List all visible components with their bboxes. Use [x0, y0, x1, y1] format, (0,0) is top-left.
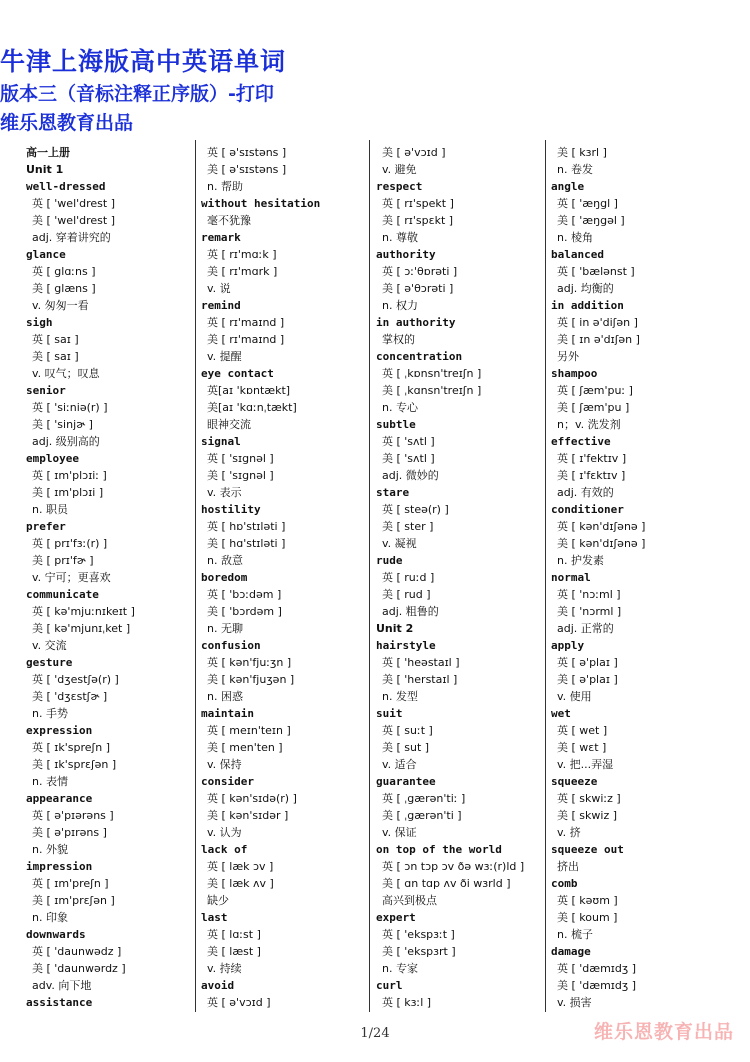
section-heading: Unit 2 — [376, 622, 414, 635]
definition: v. 损害 — [557, 996, 592, 1009]
definition: n. 敌意 — [207, 554, 243, 567]
pronunciation: 美 [ ə'pɪrəns ] — [32, 826, 107, 839]
definition: v. 保持 — [207, 758, 242, 771]
vocab-word: conditioner — [551, 503, 624, 516]
pronunciation: 英 [ 'dʒestʃə(r) ] — [32, 673, 119, 686]
pronunciation: 美 [ ə'sɪstəns ] — [207, 163, 287, 176]
pronunciation: 美 [ 'nɔrml ] — [557, 605, 622, 618]
document-subtitle: 版本三（音标注释正序版）-打印 — [0, 83, 274, 105]
pronunciation: 美 [ hɑ'stɪləti ] — [207, 537, 286, 550]
pronunciation: 英 [ kən'fjuːʒn ] — [207, 656, 292, 669]
vocab-word: wet — [551, 707, 571, 720]
column-divider — [195, 140, 196, 1012]
pronunciation: 美 [ glæns ] — [32, 282, 96, 295]
definition: adj. 有效的 — [557, 486, 614, 499]
pronunciation: 美 [ kə'mjunɪˌket ] — [32, 622, 131, 635]
pronunciation: 英 [ meɪn'teɪn ] — [207, 724, 291, 737]
definition: v. 认为 — [207, 826, 242, 839]
pronunciation: 美 [ ɑn tɑp ʌv ði wɜrld ] — [382, 877, 511, 890]
publisher-line: 维乐恩教育出品 — [0, 112, 134, 134]
pronunciation: 英 [ 'bɔːdəm ] — [207, 588, 282, 601]
pronunciation: 英 [ 'ekspɜːt ] — [382, 928, 455, 941]
column-divider — [369, 140, 370, 1012]
pronunciation: 美 [ ɪk'sprɛʃən ] — [32, 758, 117, 771]
definition: 毫不犹豫 — [207, 214, 251, 227]
vocab-word: well-dressed — [26, 180, 106, 193]
definition: n. 卷发 — [557, 163, 593, 176]
pronunciation: 英 [ 'nɔːml ] — [557, 588, 621, 601]
vocab-word: downwards — [26, 928, 86, 941]
pronunciation: 英 [ lɑːst ] — [207, 928, 261, 941]
vocab-word: apply — [551, 639, 585, 652]
vocab-word: avoid — [201, 979, 235, 992]
document-title: 牛津上海版高中英语单词 — [0, 47, 287, 76]
pronunciation: 英 [ in ə'diʃən ] — [557, 316, 638, 329]
pronunciation: 英 [ ruːd ] — [382, 571, 435, 584]
pronunciation: 美 [ ʃæm'pu ] — [557, 401, 630, 414]
vocab-word: comb — [551, 877, 578, 890]
definition: n. 印象 — [32, 911, 68, 924]
definition: adj. 粗鲁的 — [382, 605, 439, 618]
pronunciation: 英 [ suːt ] — [382, 724, 433, 737]
pronunciation: 美 [ kən'dɪʃənə ] — [557, 537, 646, 550]
vocab-word: confusion — [201, 639, 261, 652]
pronunciation: 美 [ 'wel'drest ] — [32, 214, 116, 227]
pronunciation: 美 [ kən'sɪdər ] — [207, 809, 289, 822]
vocab-word: gesture — [26, 656, 73, 669]
vocab-word: curl — [376, 979, 403, 992]
vocab-word: squeeze out — [551, 843, 624, 856]
pronunciation: 英 [ ə'plaɪ ] — [557, 656, 618, 669]
definition: n. 职员 — [32, 503, 68, 516]
pronunciation: 英 [ ʃæm'puː ] — [557, 384, 633, 397]
vocab-word: shampoo — [551, 367, 598, 380]
vocab-word: in authority — [376, 316, 456, 329]
pronunciation: 英 [ kə'mjuːnɪkeɪt ] — [32, 605, 135, 618]
pronunciation: 英 [ ə'pɪərəns ] — [32, 809, 114, 822]
vocab-word: glance — [26, 248, 66, 261]
definition: n. 权力 — [382, 299, 418, 312]
definition: v. 宁可；更喜欢 — [32, 571, 111, 584]
pronunciation: 美 [ 'dæmɪdʒ ] — [557, 979, 637, 992]
definition: adj. 级别高的 — [32, 435, 100, 448]
pronunciation: 英 [ ɪm'preʃn ] — [32, 877, 109, 890]
vocab-word: senior — [26, 384, 66, 397]
pronunciation: 美 [ læst ] — [207, 945, 261, 958]
vocab-word: consider — [201, 775, 254, 788]
vocab-column-4 — [551, 144, 719, 1011]
pronunciation: 美 [ læk ʌv ] — [207, 877, 274, 890]
pronunciation: 美 [ ɪ'fɛktɪv ] — [557, 469, 626, 482]
vocab-word: employee — [26, 452, 79, 465]
definition: v. 保证 — [382, 826, 417, 839]
definition: n. 无聊 — [207, 622, 243, 635]
pronunciation: 美 [ ə'vɔɪd ] — [382, 146, 446, 159]
pronunciation: 美 [ ə'plaɪ ] — [557, 673, 618, 686]
pronunciation: 英 [ kən'dɪʃənə ] — [557, 520, 646, 533]
vocab-word: hostility — [201, 503, 261, 516]
vocab-word: impression — [26, 860, 93, 873]
vocab-word: without hesitation — [201, 197, 321, 210]
pronunciation: 英 [ steə(r) ] — [382, 503, 449, 516]
vocab-word: last — [201, 911, 228, 924]
pronunciation: 英 [ kɜːl ] — [382, 996, 432, 1009]
pronunciation: 美 [ 'æŋgəl ] — [557, 214, 625, 227]
pronunciation: 美 [ 'sinjɚ ] — [32, 418, 93, 431]
pronunciation: 美 [ kɜrl ] — [557, 146, 607, 159]
pronunciation: 美 [ 'dʒɛstʃɚ ] — [32, 690, 108, 703]
definition: 挤出 — [557, 860, 579, 873]
pronunciation: 英 [ hɒ'stɪləti ] — [207, 520, 286, 533]
pronunciation: 英 [ læk ɔv ] — [207, 860, 274, 873]
vocab-word: respect — [376, 180, 423, 193]
definition: v. 表示 — [207, 486, 242, 499]
pronunciation: 英 [ saɪ ] — [32, 333, 79, 346]
vocab-word: suit — [376, 707, 403, 720]
section-heading: Unit 1 — [26, 163, 64, 176]
vocab-column-1 — [26, 144, 194, 1011]
definition: v. 避免 — [382, 163, 417, 176]
vocab-word: rude — [376, 554, 403, 567]
vocab-word: concentration — [376, 350, 463, 363]
vocab-word: expert — [376, 911, 416, 924]
definition: v. 凝视 — [382, 537, 417, 550]
pronunciation: 美 [ ə'θɔrəti ] — [382, 282, 454, 295]
definition: n. 棱角 — [557, 231, 593, 244]
pronunciation: 英[aɪ 'kɒntækt] — [207, 384, 291, 397]
pronunciation: 英 [ 'heəstaɪl ] — [382, 656, 460, 669]
definition: n. 梳子 — [557, 928, 593, 941]
pronunciation: 英 [ ˌkɒnsn'treɪʃn ] — [382, 367, 482, 380]
pronunciation: 英 [ kən'sɪdə(r) ] — [207, 792, 297, 805]
pronunciation: 英 [ ə'sɪstəns ] — [207, 146, 287, 159]
pronunciation: 美 [ sut ] — [382, 741, 430, 754]
pronunciation: 美 [ ɪn ə'dɪʃən ] — [557, 333, 640, 346]
vocab-word: remind — [201, 299, 241, 312]
pronunciation: 美 [ 'herstaɪl ] — [382, 673, 458, 686]
definition: adj. 穿着讲究的 — [32, 231, 111, 244]
pronunciation: 美 [ koum ] — [557, 911, 618, 924]
vocab-word: in addition — [551, 299, 624, 312]
definition: v. 说 — [207, 282, 231, 295]
section-heading: 高一上册 — [26, 146, 70, 159]
pronunciation: 美 [ prɪ'fɚ ] — [32, 554, 94, 567]
definition: n. 困惑 — [207, 690, 243, 703]
vocab-word: normal — [551, 571, 591, 584]
definition: n；v. 洗发剂 — [557, 418, 621, 431]
vocab-column-2 — [201, 144, 369, 1011]
column-divider — [545, 140, 546, 1012]
definition: 缺少 — [207, 894, 229, 907]
definition: n. 发型 — [382, 690, 418, 703]
pronunciation: 美 [ ˌkɑnsn'treɪʃn ] — [382, 384, 482, 397]
pronunciation: 美 [ skwiz ] — [557, 809, 618, 822]
pronunciation: 英 [ ɔn tɔp ɔv ðə wɜː(r)ld ] — [382, 860, 525, 873]
pronunciation: 美 [ ster ] — [382, 520, 434, 533]
vocab-word: balanced — [551, 248, 604, 261]
pronunciation: 美 [ ˌgærən'ti ] — [382, 809, 462, 822]
definition: v. 交流 — [32, 639, 67, 652]
pronunciation: 美 [ men'ten ] — [207, 741, 283, 754]
pronunciation: 美 [ 'daunwərdz ] — [32, 962, 126, 975]
pronunciation: 美 [ rɪ'spɛkt ] — [382, 214, 454, 227]
definition: n. 尊敬 — [382, 231, 418, 244]
definition: n. 专家 — [382, 962, 418, 975]
pronunciation: 美 [ 'sɪgnəl ] — [207, 469, 274, 482]
pronunciation: 英 [ ˌgærən'tiː ] — [382, 792, 466, 805]
pronunciation: 美 [ kən'fjuʒən ] — [207, 673, 295, 686]
definition: v. 叹气；叹息 — [32, 367, 100, 380]
definition: 另外 — [557, 350, 579, 363]
definition: adj. 均衡的 — [557, 282, 614, 295]
definition: adj. 正常的 — [557, 622, 614, 635]
definition: v. 匆匆一看 — [32, 299, 89, 312]
vocab-word: assistance — [26, 996, 93, 1009]
pronunciation: 英 [ rɪ'maɪnd ] — [207, 316, 285, 329]
pronunciation: 英 [ 'æŋgl ] — [557, 197, 618, 210]
definition: 掌权的 — [382, 333, 415, 346]
definition: adv. 向下地 — [32, 979, 92, 992]
vocab-word: maintain — [201, 707, 254, 720]
pronunciation: 英 [ rɪ'mɑːk ] — [207, 248, 277, 261]
pronunciation: 美[aɪ 'kɑːnˌtækt] — [207, 401, 297, 414]
vocab-column-3 — [376, 144, 544, 1011]
vocab-word: expression — [26, 724, 93, 737]
vocab-word: sigh — [26, 316, 53, 329]
vocab-word: signal — [201, 435, 241, 448]
pronunciation: 英 [ 'sʌtl ] — [382, 435, 435, 448]
vocab-word: angle — [551, 180, 585, 193]
definition: v. 使用 — [557, 690, 592, 703]
definition: n. 表情 — [32, 775, 68, 788]
pronunciation: 美 [ rud ] — [382, 588, 431, 601]
vocab-word: stare — [376, 486, 410, 499]
definition: v. 把...弄湿 — [557, 758, 614, 771]
pronunciation: 英 [ ɪk'spreʃn ] — [32, 741, 110, 754]
definition: n. 帮助 — [207, 180, 243, 193]
vocab-word: on top of the world — [376, 843, 502, 856]
definition: n. 专心 — [382, 401, 418, 414]
definition: n. 外貌 — [32, 843, 68, 856]
pronunciation: 英 [ 'dæmɪdʒ ] — [557, 962, 637, 975]
pronunciation: 英 [ skwiːz ] — [557, 792, 621, 805]
pronunciation: 美 [ 'sʌtl ] — [382, 452, 435, 465]
definition: v. 挤 — [557, 826, 581, 839]
vocab-word: appearance — [26, 792, 93, 805]
definition: n. 护发素 — [557, 554, 604, 567]
pronunciation: 英 [ 'siːniə(r) ] — [32, 401, 108, 414]
vocab-word: communicate — [26, 588, 99, 601]
definition: v. 持续 — [207, 962, 242, 975]
pronunciation: 美 [ rɪ'maɪnd ] — [207, 333, 285, 346]
pronunciation: 美 [ ɪm'plɔɪi ] — [32, 486, 104, 499]
definition: n. 手势 — [32, 707, 68, 720]
definition: v. 适合 — [382, 758, 417, 771]
page-number: 1/24 — [360, 1026, 390, 1041]
pronunciation: 英 [ glɑːns ] — [32, 265, 96, 278]
vocab-word: authority — [376, 248, 436, 261]
pronunciation: 美 [ ɪm'prɛʃən ] — [32, 894, 115, 907]
publisher-watermark: 维乐恩教育出品 — [593, 1021, 734, 1043]
pronunciation: 英 [ ɔː'θɒrəti ] — [382, 265, 458, 278]
pronunciation: 英 [ 'daunwədz ] — [32, 945, 122, 958]
pronunciation: 英 [ kəʊm ] — [557, 894, 618, 907]
vocab-word: remark — [201, 231, 241, 244]
vocab-word: lack of — [201, 843, 248, 856]
vocab-word: eye contact — [201, 367, 274, 380]
pronunciation: 美 [ 'ekspɜrt ] — [382, 945, 456, 958]
pronunciation: 英 [ ə'vɔɪd ] — [207, 996, 271, 1009]
vocab-word: subtle — [376, 418, 416, 431]
pronunciation: 英 [ 'sɪgnəl ] — [207, 452, 274, 465]
vocab-word: boredom — [201, 571, 248, 584]
vocab-word: guarantee — [376, 775, 436, 788]
vocab-word: prefer — [26, 520, 66, 533]
pronunciation: 美 [ 'bɔrdəm ] — [207, 605, 282, 618]
pronunciation: 英 [ 'wel'drest ] — [32, 197, 116, 210]
pronunciation: 英 [ ɪ'fektɪv ] — [557, 452, 627, 465]
definition: adj. 微妙的 — [382, 469, 439, 482]
definition: 高兴到极点 — [382, 894, 437, 907]
definition: v. 提醒 — [207, 350, 242, 363]
definition: 眼神交流 — [207, 418, 251, 431]
pronunciation: 英 [ prɪ'fɜː(r) ] — [32, 537, 108, 550]
vocab-word: effective — [551, 435, 611, 448]
pronunciation: 英 [ 'bælənst ] — [557, 265, 635, 278]
pronunciation: 英 [ rɪ'spekt ] — [382, 197, 454, 210]
vocab-word: hairstyle — [376, 639, 436, 652]
pronunciation: 美 [ wɛt ] — [557, 741, 607, 754]
pronunciation: 美 [ saɪ ] — [32, 350, 79, 363]
pronunciation: 英 [ ɪm'plɔɪiː ] — [32, 469, 107, 482]
vocab-word: squeeze — [551, 775, 598, 788]
pronunciation: 英 [ wet ] — [557, 724, 608, 737]
pronunciation: 美 [ rɪ'mɑrk ] — [207, 265, 278, 278]
vocab-word: damage — [551, 945, 591, 958]
